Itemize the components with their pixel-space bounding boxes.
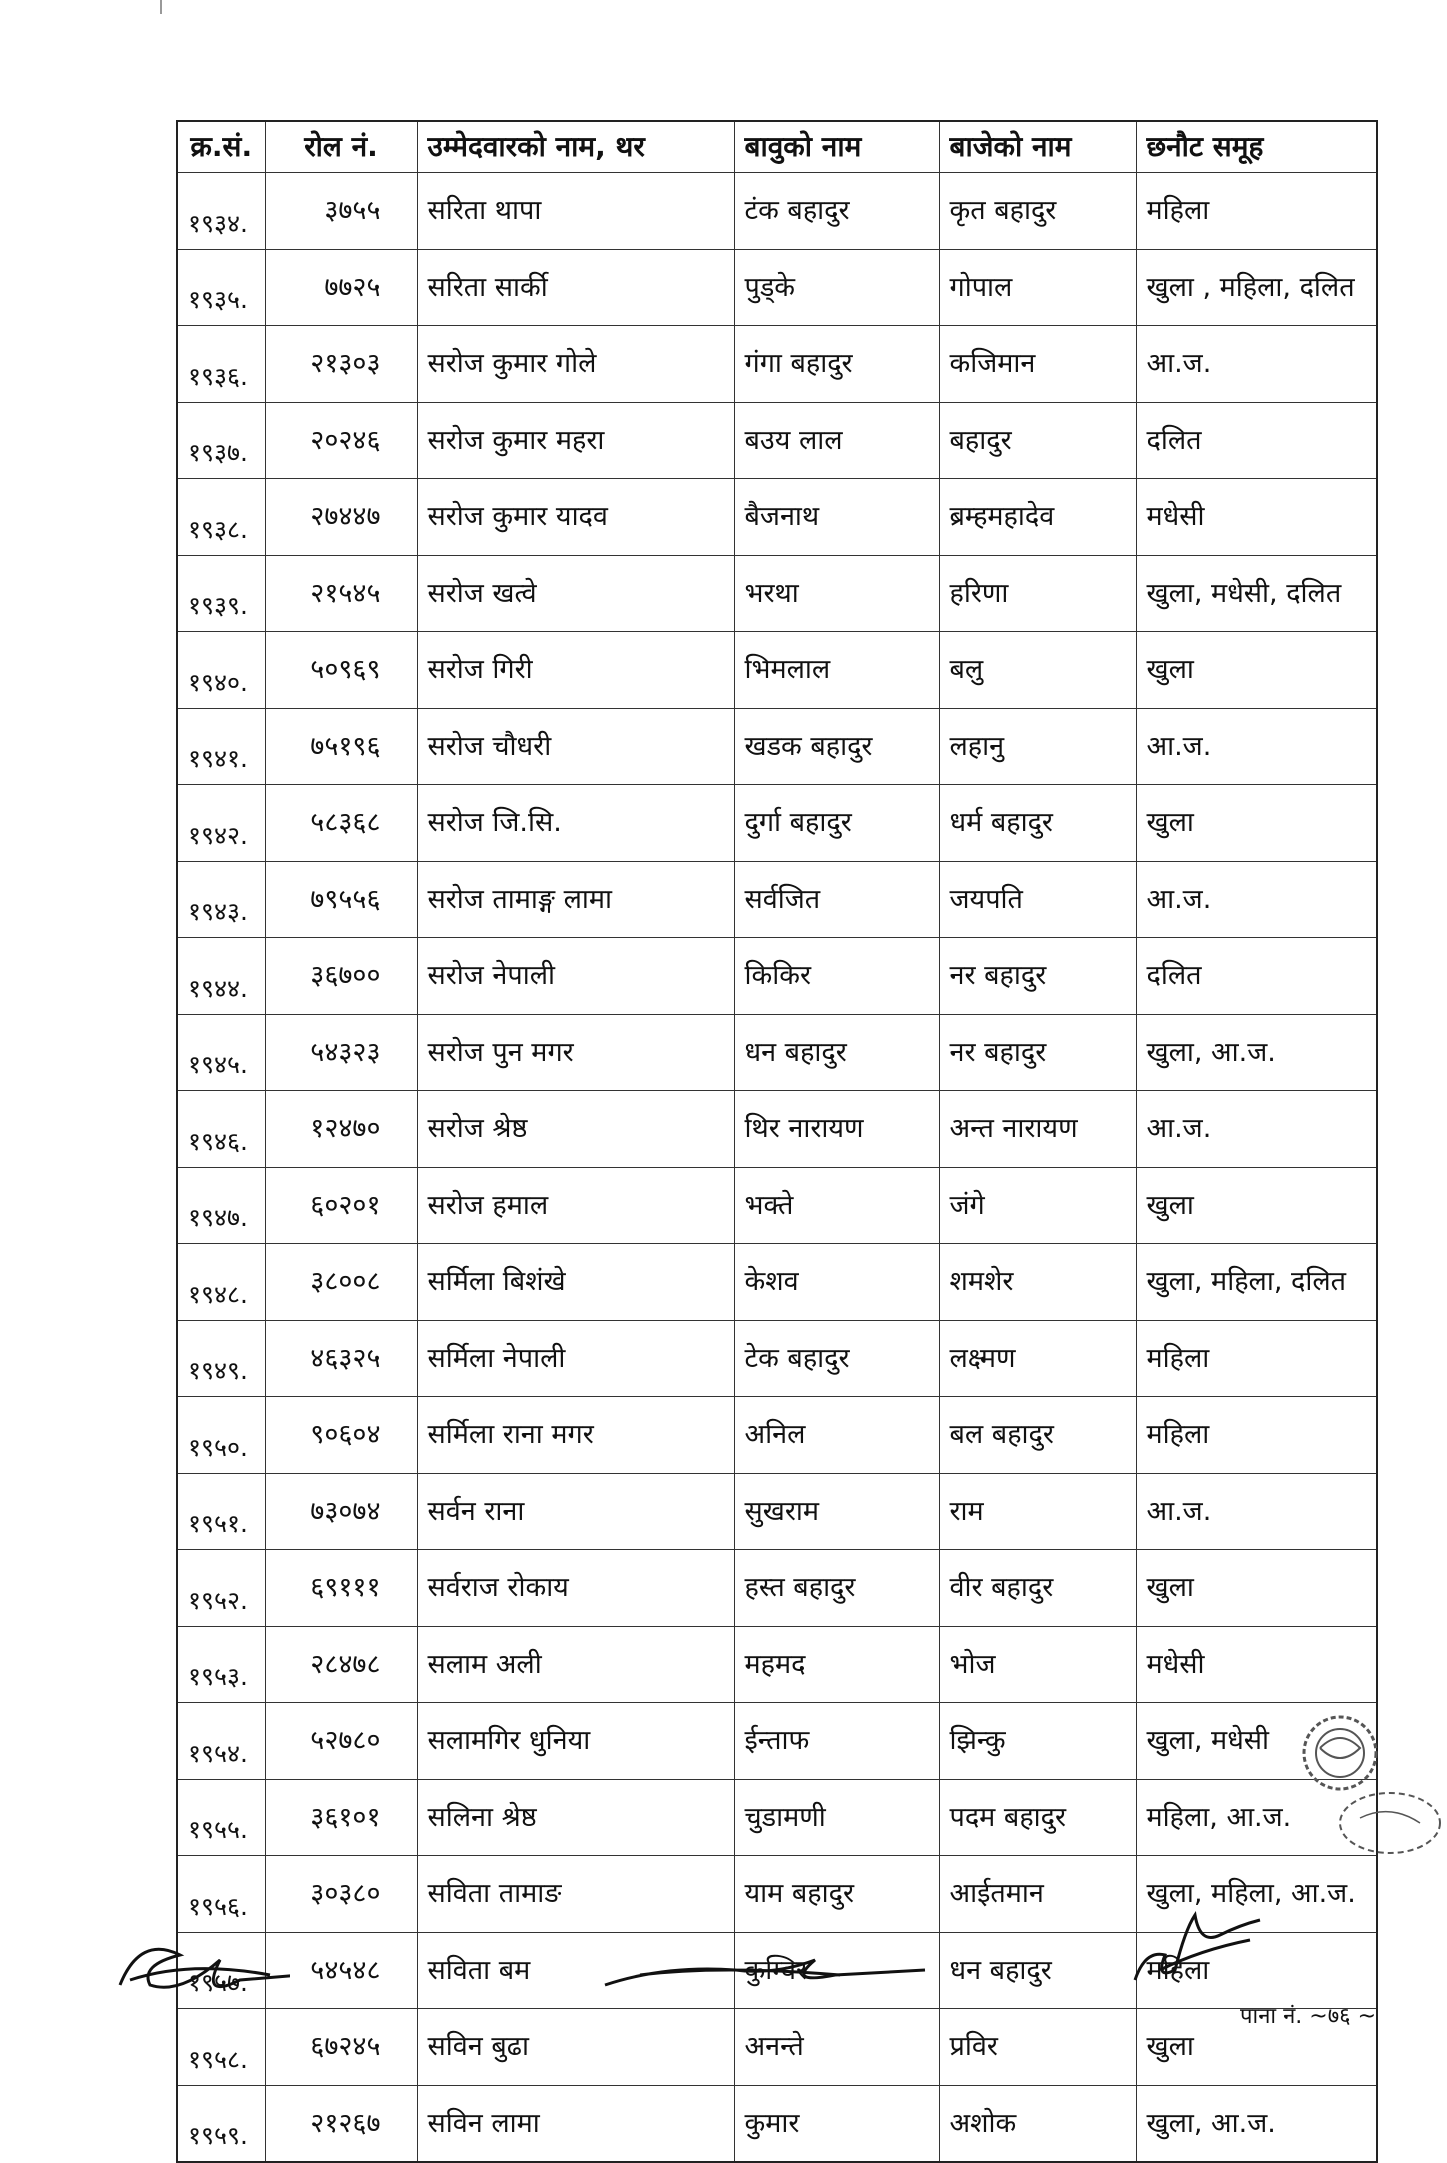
cell-grandfather: नर बहादुर: [939, 938, 1136, 1015]
cell-serial: १९५७.: [177, 1932, 265, 2009]
results-table: [176, 120, 1378, 2163]
cell-name: सविता बम: [417, 1932, 734, 2009]
cell-grandfather: धन बहादुर: [939, 1932, 1136, 2009]
cell-grandfather: भोज: [939, 1626, 1136, 1703]
cell-serial: १९४३.: [177, 861, 265, 938]
cell-group: महिला: [1136, 173, 1377, 250]
cell-father: कुम्विर: [734, 1932, 939, 2009]
cell-father: अनिल: [734, 1397, 939, 1474]
table-row: [177, 785, 1377, 862]
cell-father: महमद: [734, 1626, 939, 1703]
cell-roll: ६९१११: [265, 1550, 417, 1627]
cell-roll: २७४४७: [265, 479, 417, 556]
header-grandfather: बाजेको नाम: [939, 121, 1136, 173]
cell-grandfather: कृत बहादुर: [939, 173, 1136, 250]
cell-father: सर्वजित: [734, 861, 939, 938]
official-seal-stamp: [1280, 1708, 1445, 1863]
cell-group: खुला: [1136, 1167, 1377, 1244]
table-row: [177, 2009, 1377, 2086]
table-row: [177, 938, 1377, 1015]
cell-grandfather: जंगे: [939, 1167, 1136, 1244]
cell-group: खुला, महिला, आ.ज.: [1136, 1856, 1377, 1933]
cell-grandfather: नर बहादुर: [939, 1014, 1136, 1091]
cell-serial: १९३८.: [177, 479, 265, 556]
cell-roll: ७९५५६: [265, 861, 417, 938]
cell-roll: १२४७०: [265, 1091, 417, 1168]
cell-group: आ.ज.: [1136, 861, 1377, 938]
cell-serial: १९५०.: [177, 1397, 265, 1474]
cell-serial: १९४६.: [177, 1091, 265, 1168]
cell-grandfather: वीर बहादुर: [939, 1550, 1136, 1627]
cell-father: हस्त बहादुर: [734, 1550, 939, 1627]
scan-mark: [160, 0, 162, 14]
cell-father: खडक बहादुर: [734, 708, 939, 785]
cell-father: भरथा: [734, 555, 939, 632]
table-row: [177, 1091, 1377, 1168]
cell-serial: १९४७.: [177, 1167, 265, 1244]
cell-name: सरोज कुमार यादव: [417, 479, 734, 556]
cell-name: सविन बुढा: [417, 2009, 734, 2086]
cell-group: महिला: [1136, 1320, 1377, 1397]
cell-father: ईन्ताफ: [734, 1703, 939, 1780]
table-row: [177, 708, 1377, 785]
cell-serial: १९४४.: [177, 938, 265, 1015]
cell-grandfather: प्रविर: [939, 2009, 1136, 2086]
table-body: [177, 173, 1377, 2163]
cell-grandfather: बल बहादुर: [939, 1397, 1136, 1474]
cell-roll: ४६३२५: [265, 1320, 417, 1397]
table-row: [177, 326, 1377, 403]
cell-grandfather: आईतमान: [939, 1856, 1136, 1933]
cell-serial: १९५४.: [177, 1703, 265, 1780]
cell-grandfather: लहानु: [939, 708, 1136, 785]
cell-roll: ९०६०४: [265, 1397, 417, 1474]
cell-serial: १९३५.: [177, 249, 265, 326]
cell-roll: २०२४६: [265, 402, 417, 479]
cell-father: टंक बहादुर: [734, 173, 939, 250]
cell-serial: १९४०.: [177, 632, 265, 709]
cell-roll: ३०३८०: [265, 1856, 417, 1933]
table-row: [177, 1473, 1377, 1550]
cell-group: खुला, महिला, दलित: [1136, 1244, 1377, 1321]
cell-grandfather: राम: [939, 1473, 1136, 1550]
signature-1: [110, 1925, 290, 2000]
table-row: [177, 479, 1377, 556]
header-group: छनौट समूह: [1136, 121, 1377, 173]
table-row: [177, 249, 1377, 326]
table-row: [177, 1703, 1377, 1780]
cell-roll: २१२६७: [265, 2085, 417, 2162]
cell-name: सर्वन राना: [417, 1473, 734, 1550]
cell-group: मधेसी: [1136, 1626, 1377, 1703]
cell-group: महिला: [1136, 1397, 1377, 1474]
cell-grandfather: कजिमान: [939, 326, 1136, 403]
cell-grandfather: ब्रम्हमहादेव: [939, 479, 1136, 556]
cell-grandfather: जयपति: [939, 861, 1136, 938]
cell-name: सरोज खत्वे: [417, 555, 734, 632]
signature-3: [1120, 1910, 1270, 1990]
cell-group: खुला: [1136, 632, 1377, 709]
cell-serial: १९५६.: [177, 1856, 265, 1933]
table-row: [177, 402, 1377, 479]
cell-group: खुला, आ.ज.: [1136, 1014, 1377, 1091]
cell-serial: १९३९.: [177, 555, 265, 632]
cell-serial: १९३६.: [177, 326, 265, 403]
cell-grandfather: लक्ष्मण: [939, 1320, 1136, 1397]
cell-serial: १९४१.: [177, 708, 265, 785]
cell-name: सरोज नेपाली: [417, 938, 734, 1015]
table-row: [177, 1626, 1377, 1703]
cell-roll: ७३०७४: [265, 1473, 417, 1550]
header-roll: रोल नं.: [265, 121, 417, 173]
table-row: [177, 861, 1377, 938]
cell-father: गंगा बहादुर: [734, 326, 939, 403]
cell-group: खुला, आ.ज.: [1136, 2085, 1377, 2162]
cell-name: सरोज तामाङ्ग लामा: [417, 861, 734, 938]
cell-name: सरोज चौधरी: [417, 708, 734, 785]
cell-serial: १९३७.: [177, 402, 265, 479]
cell-father: किकिर: [734, 938, 939, 1015]
table-row: [177, 2085, 1377, 2162]
cell-group: दलित: [1136, 402, 1377, 479]
cell-grandfather: अन्त नारायण: [939, 1091, 1136, 1168]
cell-roll: २१३०३: [265, 326, 417, 403]
cell-grandfather: बलु: [939, 632, 1136, 709]
cell-serial: १९४९.: [177, 1320, 265, 1397]
cell-name: सविन लामा: [417, 2085, 734, 2162]
cell-name: सलिना श्रेष्ठ: [417, 1779, 734, 1856]
cell-father: सुखराम: [734, 1473, 939, 1550]
cell-father: बैजनाथ: [734, 479, 939, 556]
cell-father: पुड्के: [734, 249, 939, 326]
cell-roll: ३६७००: [265, 938, 417, 1015]
cell-serial: १९५९.: [177, 2085, 265, 2162]
cell-roll: ३६१०१: [265, 1779, 417, 1856]
cell-father: धन बहादुर: [734, 1014, 939, 1091]
cell-name: सरोज कुमार महरा: [417, 402, 734, 479]
cell-father: थिर नारायण: [734, 1091, 939, 1168]
cell-roll: ५२७८०: [265, 1703, 417, 1780]
table-row: [177, 1397, 1377, 1474]
cell-roll: ५४३२३: [265, 1014, 417, 1091]
cell-group: आ.ज.: [1136, 1091, 1377, 1168]
table-row: [177, 1014, 1377, 1091]
cell-father: अनन्ते: [734, 2009, 939, 2086]
cell-serial: १९५५.: [177, 1779, 265, 1856]
cell-grandfather: हरिणा: [939, 555, 1136, 632]
cell-name: सरिता सार्की: [417, 249, 734, 326]
cell-name: सविता तामाङ: [417, 1856, 734, 1933]
table-row: [177, 555, 1377, 632]
table-row: [177, 632, 1377, 709]
table-row: [177, 1550, 1377, 1627]
cell-roll: ५८३६८: [265, 785, 417, 862]
cell-father: भक्ते: [734, 1167, 939, 1244]
cell-name: सरोज श्रेष्ठ: [417, 1091, 734, 1168]
cell-father: कुमार: [734, 2085, 939, 2162]
cell-roll: ६७२४५: [265, 2009, 417, 2086]
table-row: [177, 1244, 1377, 1321]
cell-name: सर्मिला बिशंखे: [417, 1244, 734, 1321]
cell-name: सलाम अली: [417, 1626, 734, 1703]
cell-father: बउय लाल: [734, 402, 939, 479]
cell-name: सर्मिला राना मगर: [417, 1397, 734, 1474]
cell-serial: १९४५.: [177, 1014, 265, 1091]
cell-group: मधेसी: [1136, 479, 1377, 556]
cell-group: महिला, आ.ज.: [1136, 1779, 1377, 1856]
cell-serial: १९५८.: [177, 2009, 265, 2086]
cell-grandfather: बहादुर: [939, 402, 1136, 479]
cell-grandfather: पदम बहादुर: [939, 1779, 1136, 1856]
cell-group: खुला , महिला, दलित: [1136, 249, 1377, 326]
cell-group: महिला: [1136, 1932, 1377, 2009]
cell-group: खुला: [1136, 1550, 1377, 1627]
cell-group: खुला, मधेसी, दलित: [1136, 555, 1377, 632]
cell-roll: ५४५४८: [265, 1932, 417, 2009]
cell-name: सर्मिला नेपाली: [417, 1320, 734, 1397]
cell-group: आ.ज.: [1136, 326, 1377, 403]
cell-grandfather: गोपाल: [939, 249, 1136, 326]
cell-roll: २१५४५: [265, 555, 417, 632]
cell-name: सरोज कुमार गोले: [417, 326, 734, 403]
cell-serial: १९५२.: [177, 1550, 265, 1627]
cell-name: सरोज हमाल: [417, 1167, 734, 1244]
cell-grandfather: अशोक: [939, 2085, 1136, 2162]
cell-roll: ६०२०१: [265, 1167, 417, 1244]
table-header-row: [177, 121, 1377, 173]
cell-roll: ३८००८: [265, 1244, 417, 1321]
cell-group: खुला, मधेसी: [1136, 1703, 1377, 1780]
cell-roll: ३७५५: [265, 173, 417, 250]
cell-roll: ७५१९६: [265, 708, 417, 785]
cell-serial: १९४८.: [177, 1244, 265, 1321]
cell-group: आ.ज.: [1136, 1473, 1377, 1550]
header-father: बावुको नाम: [734, 121, 939, 173]
cell-group: खुला: [1136, 2009, 1377, 2086]
cell-serial: १९५१.: [177, 1473, 265, 1550]
cell-father: दुर्गा बहादुर: [734, 785, 939, 862]
cell-serial: १९३४.: [177, 173, 265, 250]
cell-name: सरिता थापा: [417, 173, 734, 250]
cell-roll: ५०९६९: [265, 632, 417, 709]
header-name: उम्मेदवारको नाम, थर: [417, 121, 734, 173]
cell-name: सरोज जि.सि.: [417, 785, 734, 862]
header-serial: क्र.सं.: [177, 121, 265, 173]
cell-group: खुला: [1136, 785, 1377, 862]
results-table-container: [176, 120, 1376, 2163]
table-row: [177, 173, 1377, 250]
cell-serial: १९५३.: [177, 1626, 265, 1703]
cell-grandfather: शमशेर: [939, 1244, 1136, 1321]
cell-father: टेक बहादुर: [734, 1320, 939, 1397]
cell-name: सरोज गिरी: [417, 632, 734, 709]
table-row: [177, 1167, 1377, 1244]
cell-group: दलित: [1136, 938, 1377, 1015]
signature-2: [600, 1945, 930, 2000]
table-row: [177, 1320, 1377, 1397]
cell-grandfather: धर्म बहादुर: [939, 785, 1136, 862]
cell-name: सर्वराज रोकाय: [417, 1550, 734, 1627]
cell-group: आ.ज.: [1136, 708, 1377, 785]
table-row: [177, 1779, 1377, 1856]
page-number: पाना नं. ~७६ ~: [1240, 2004, 1377, 2029]
cell-roll: ७७२५: [265, 249, 417, 326]
cell-name: सलामगिर धुनिया: [417, 1703, 734, 1780]
cell-roll: २८४७८: [265, 1626, 417, 1703]
cell-father: याम बहादुर: [734, 1856, 939, 1933]
cell-father: चुडामणी: [734, 1779, 939, 1856]
cell-grandfather: झिन्कु: [939, 1703, 1136, 1780]
cell-serial: १९४२.: [177, 785, 265, 862]
cell-father: केशव: [734, 1244, 939, 1321]
cell-name: सरोज पुन मगर: [417, 1014, 734, 1091]
cell-father: भिमलाल: [734, 632, 939, 709]
